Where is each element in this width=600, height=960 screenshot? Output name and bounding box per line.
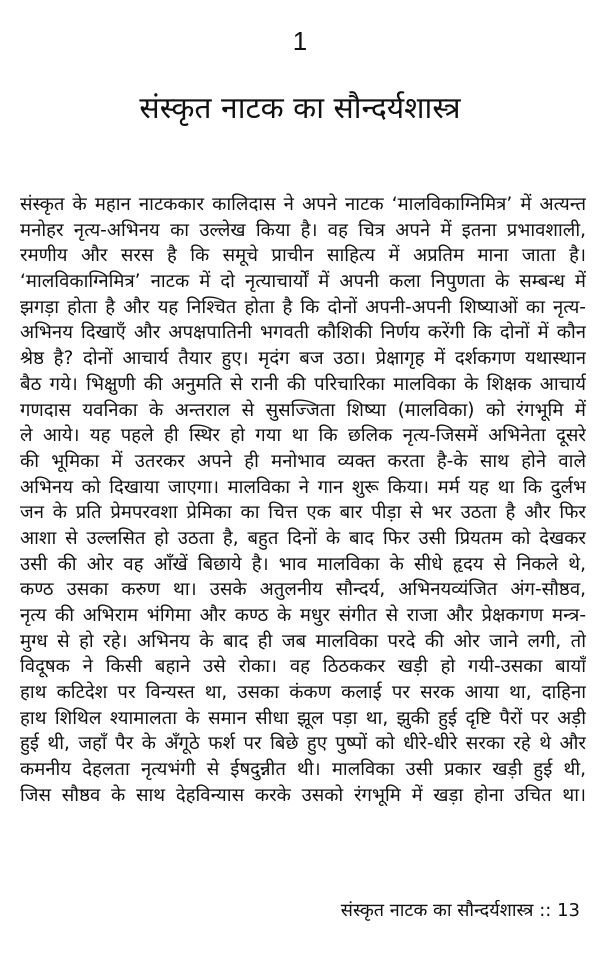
text-line: नृत्य की अभिराम भंगिमा और कण्ठ के मधुर संगीत से राजा और प्रेक्षकगण मन्त्र- — [20, 605, 586, 626]
text-line: की भूमिका में उतरकर अपने ही मनोभाव व्यक्त करता है-के साथ होने वाले — [20, 450, 586, 472]
text-line: अभिनय दिखाएँ और अपक्षपातिनी भगवती कौशिकी निर्णय करेंगी कि दोनों में कौन — [20, 322, 586, 344]
footer-separator: :: — [539, 900, 552, 921]
text-line: जिस सौष्ठव के साथ देहविन्यास करके उसको रंगभूमि में खड़ा होना उचित था। — [20, 784, 586, 806]
text-line: हाथ शिथिल श्यामालता के समान सीधा झूल पड़ा था, झुकी हुई दृष्टि पैरों पर अड़ी — [20, 707, 586, 729]
text-line: ले आये। यह पहले ही स्थिर हो गया था कि छलिक नृत्य-जिसमें अभिनेता दूसरे — [20, 425, 586, 447]
text-line: कण्ठ उसका करुण था। उसके अतुलनीय सौन्दर्य, अभिनयव्यंजित अंग-सौष्ठव, — [20, 579, 586, 601]
text-line: श्रेष्ठ है? दोनों आचार्य तैयार हुए। मृदंग बज उठा। प्रेक्षागृह में दर्शकगण यथास्थान — [20, 348, 586, 370]
text-line: ‘मालविकाग्निमित्र’ नाटक में दो नृत्याचार्यों में अपनी कला निपुणता के सम्बन्ध में — [20, 271, 586, 293]
text-line: विदूषक ने किसी बहाने उसे रोका। वह ठिठककर खड़ी हो गयी-उसका बायाँ — [20, 656, 586, 678]
text-line: झगड़ा होता है और यह निश्चित होता है कि दोनों अपनी-अपनी शिष्याओं का नृत्य- — [20, 296, 586, 318]
text-line: आशा से उल्लसित हो उठता है, बहुत दिनों के बाद फिर उसी प्रियतम को देखकर — [20, 527, 586, 549]
text-line: उसी की ओर वह आँखें बिछाये है। भाव मालविका के सीधे हृदय से निकले थे, — [20, 553, 586, 575]
text-line: हुई थी, जहाँ पैर के अँगूठे फर्श पर बिछे हुए पुष्पों को धीरे-धीरे सरका रहे थे और — [20, 733, 586, 755]
text-line: हाथ कटिदेश पर विन्यस्त था, उसका कंकण कलाई पर सरक आया था, दाहिना — [20, 682, 586, 704]
text-line: अभिनय को दिखाया जाएगा। मालविका ने गान शुरू किया। मर्म यह था कि दुर्लभ — [20, 476, 586, 498]
text-line: कमनीय देहलता नृत्यभंगी से ईषदुन्नीत थी। मालविका उसी प्रकार खड़ी हुई थी, — [20, 759, 586, 781]
footer-running-title: संस्कृत नाटक का सौन्दर्यशास्त्र — [340, 900, 534, 921]
body-paragraph — [20, 192, 586, 809]
text-line: संस्कृत के महान नाटककार कालिदास ने अपने नाटक ‘मालविकाग्निमित्र’ में अत्यन्त — [20, 194, 586, 215]
chapter-title: संस्कृत नाटक का सौन्दर्यशास्त्र — [139, 91, 461, 126]
text-line: गणदास यवनिका के अन्तराल से सुसज्जिता शिष्या (मालविका) को रंगभूमि में — [20, 399, 586, 421]
page-footer — [341, 898, 580, 922]
chapter-number: 1 — [292, 26, 308, 56]
text-line: बैठ गये। भिक्षुणी की अनुमति से रानी की परिचारिका मालविका के शिक्षक आचार्य — [20, 373, 586, 395]
text-line: मुग्ध से हो रहे। अभिनय के बाद ही जब मालविका परदे की ओर जाने लगी, तो — [20, 630, 586, 652]
page-number: 13 — [557, 900, 580, 921]
text-line: मनोहर नृत्य-अभिनय का उल्लेख किया है। वह चित्र अपने में इतना प्रभावशाली, — [20, 219, 586, 241]
text-line: जन के प्रति प्रेमपरवशा प्रेमिका का चित्त एक बार पीड़ा से भर उठता है और फिर — [20, 502, 586, 524]
text-line: रमणीय और सरस है कि समूचे प्राचीन साहित्य में अप्रतिम माना जाता है। — [20, 245, 586, 267]
